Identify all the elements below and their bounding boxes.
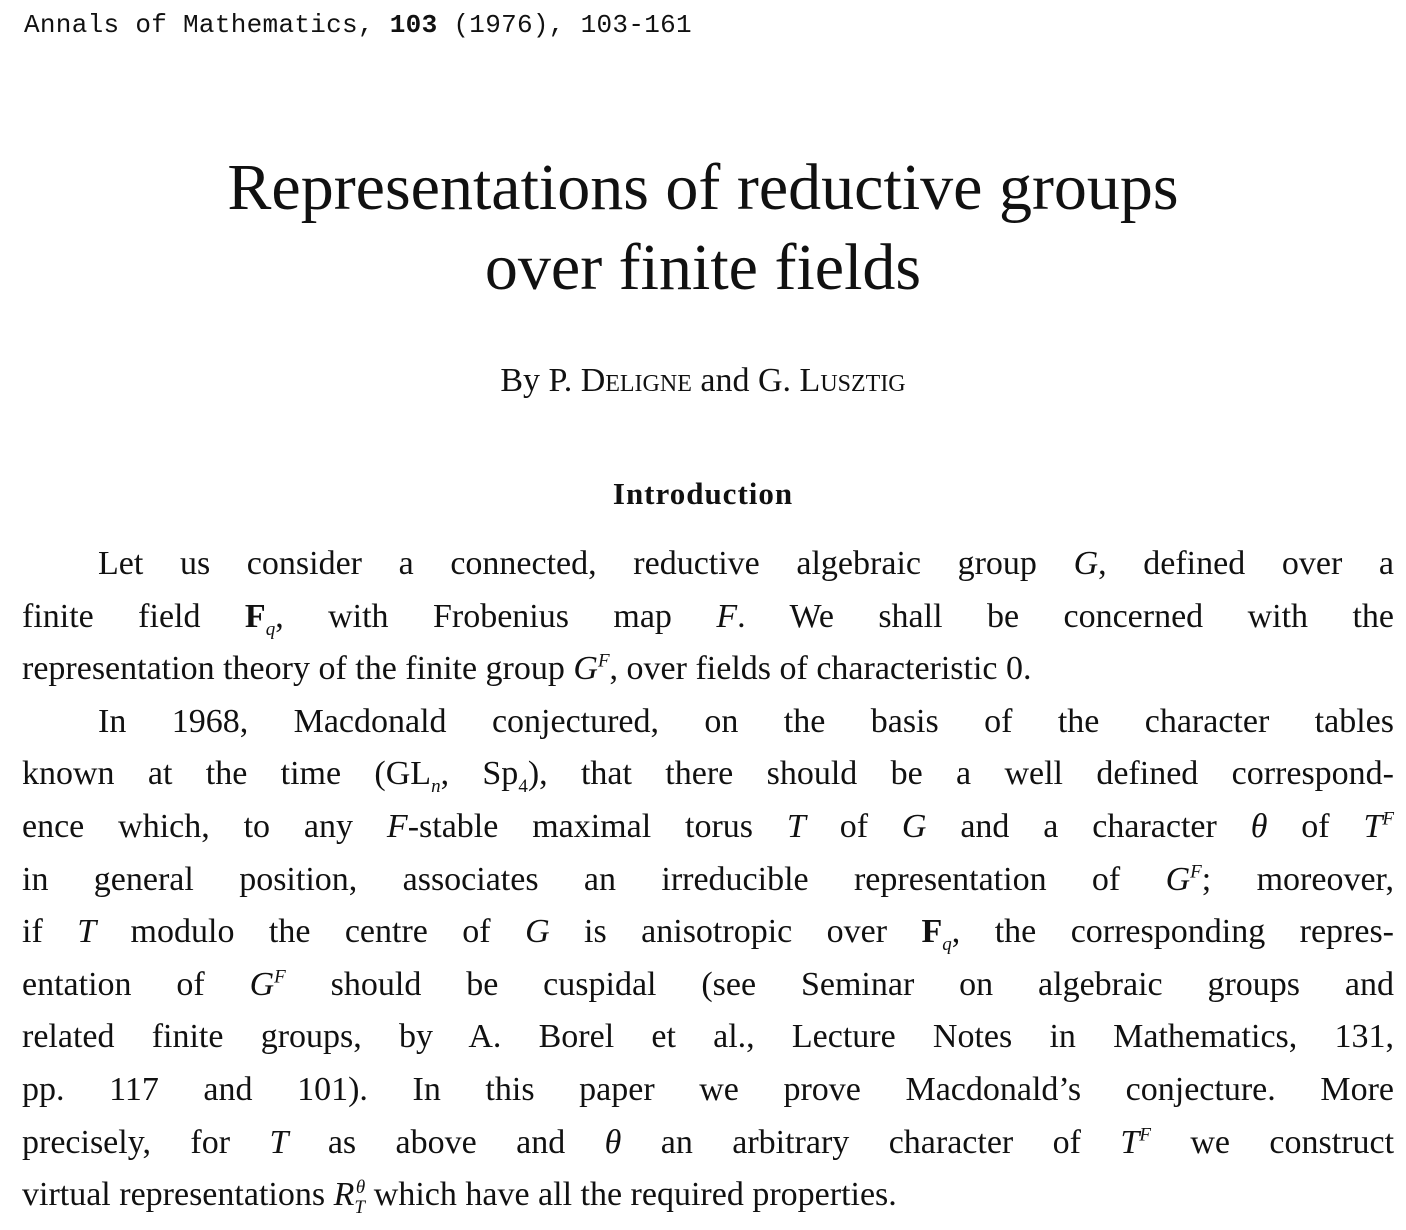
- paragraph-2-line: virtual representations $R_T^\theta$ which have all the required properties.: [22, 1176, 897, 1218]
- paragraph-1-line: Let us consider a connected, reductive algebraic group G, defined over a: [98, 545, 1394, 582]
- paragraph-2-line: In 1968, Macdonald conjectured, on the basis of the character tables: [98, 702, 1394, 740]
- paragraph-2-line: ence which, to any F-stable maximal torus T of G and a character θ of $T^F$: [22, 807, 1394, 845]
- paragraph-2: [22, 696, 1394, 1222]
- author-1-name: Deligne: [580, 362, 692, 399]
- byline-and: and: [700, 362, 750, 399]
- paragraph-2-line: known at the time ($GL_n$, $Sp_4$), that there should be a well defined correspond-: [22, 755, 1394, 798]
- paper-title-line-2: over finite fields: [484, 231, 922, 304]
- paragraph-1-line: representation theory of the finite group $G^F$, over fields of characteristic 0.: [22, 650, 1032, 688]
- paragraph-2-line: entation of $G^F$ should be cuspidal (see Seminar on algebraic groups and: [22, 965, 1395, 1003]
- author-2-initial: G.: [757, 362, 792, 399]
- journal-year-pages: (1976), 103-161: [453, 10, 692, 40]
- paragraph-2-line: related finite groups, by A. Borel et al., Lecture Notes in Mathematics, 131,: [22, 1018, 1394, 1056]
- paragraph-2-line: in general position, associates an irreducible representation of $G^F$; moreover,: [22, 860, 1394, 898]
- byline-by: By: [500, 362, 541, 399]
- paragraph-1: [22, 538, 1394, 696]
- paragraph-2-line: if T modulo the centre of G is anisotropic over $F_q$, the corresponding repres-: [22, 913, 1395, 955]
- section-heading: Introduction: [612, 476, 794, 511]
- paragraph-2-line: precisely, for T as above and θ an arbitrary character of $T^F$ we construct: [22, 1123, 1395, 1161]
- author-1-initial: P.: [548, 362, 573, 399]
- author-2-name: Lusztig: [799, 362, 906, 399]
- paper-title-line-1: Representations of reductive groups: [227, 151, 1179, 224]
- paper-title: [0, 148, 1406, 308]
- journal-name: Annals of Mathematics,: [24, 10, 374, 40]
- author-byline: [0, 362, 1406, 400]
- body-text: [22, 538, 1394, 1222]
- paragraph-1-line: finite field $F_q$, with Frobenius map F. We shall be concerned with the: [22, 597, 1394, 640]
- paragraph-2-line: pp. 117 and 101). In this paper we prove Macdonald’s conjecture. More: [22, 1070, 1394, 1108]
- journal-volume: 103: [389, 10, 438, 40]
- journal-citation: [24, 10, 692, 40]
